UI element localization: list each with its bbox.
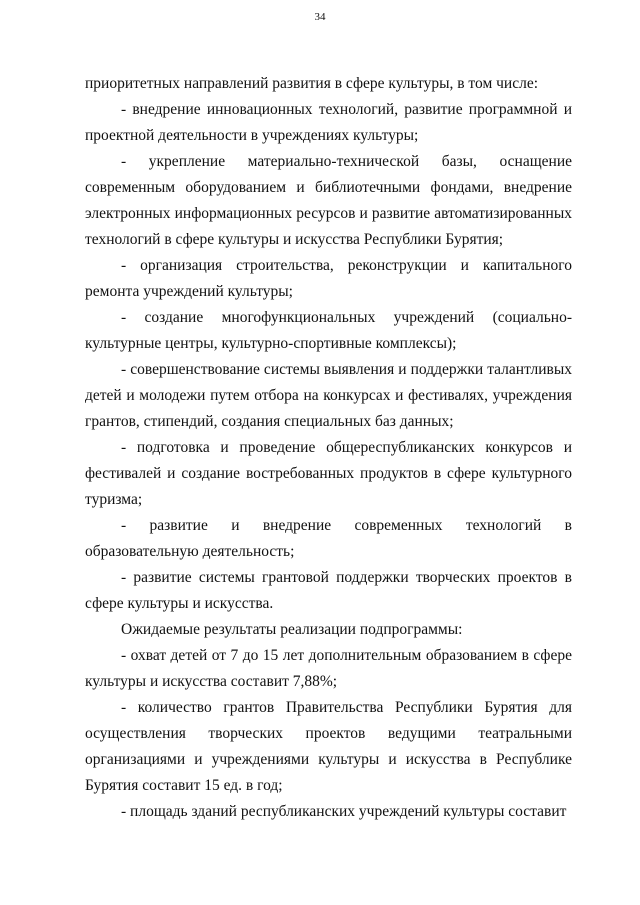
- paragraph: - охват детей от 7 до 15 лет дополнительным образованием в сфере культуры и искусства составит 7,88%;: [85, 647, 572, 690]
- page-number: 34: [314, 11, 326, 23]
- paragraph: - количество грантов Правительства Республики Бурятия для осуществления творческих проектов ведущими театральными организациями и учреждениями культуры и искусства в Республике Бурятия составит 15 ед. в год;: [85, 699, 572, 794]
- document-body: [85, 71, 572, 825]
- paragraph: - внедрение инновационных технологий, развитие программной и проектной деятельности в учреждениях культуры;: [85, 101, 572, 144]
- paragraph: - развитие системы грантовой поддержки творческих проектов в сфере культуры и искусства.: [85, 569, 572, 612]
- paragraph: - организация строительства, реконструкции и капитального ремонта учреждений культуры;: [85, 257, 572, 300]
- paragraph: - совершенствование системы выявления и поддержки талантливых детей и молодежи путем отбора на конкурсах и фестивалях, учреждения грантов, стипендий, создания специальных баз данных;: [85, 361, 572, 430]
- paragraph: - создание многофункциональных учреждений (социально-культурные центры, культурно-спортивные комплексы);: [85, 309, 572, 352]
- paragraph: приоритетных направлений развития в сфере культуры, в том числе:: [85, 75, 539, 92]
- paragraph: - подготовка и проведение общереспубликанских конкурсов и фестивалей и создание востребованных продуктов в сфере культурного туризма;: [85, 439, 572, 508]
- paragraph: - укрепление материально-технической базы, оснащение современным оборудованием и библиотечными фондами, внедрение электронных информационных ресурсов и развитие автоматизированных технологий в сфере культуры и искусства Республики Бурятия;: [85, 153, 572, 248]
- paragraph: - развитие и внедрение современных технологий в образовательную деятельность;: [85, 517, 572, 560]
- paragraph: - площадь зданий республиканских учреждений культуры составит: [121, 803, 567, 820]
- paragraph: Ожидаемые результаты реализации подпрограммы:: [121, 621, 463, 638]
